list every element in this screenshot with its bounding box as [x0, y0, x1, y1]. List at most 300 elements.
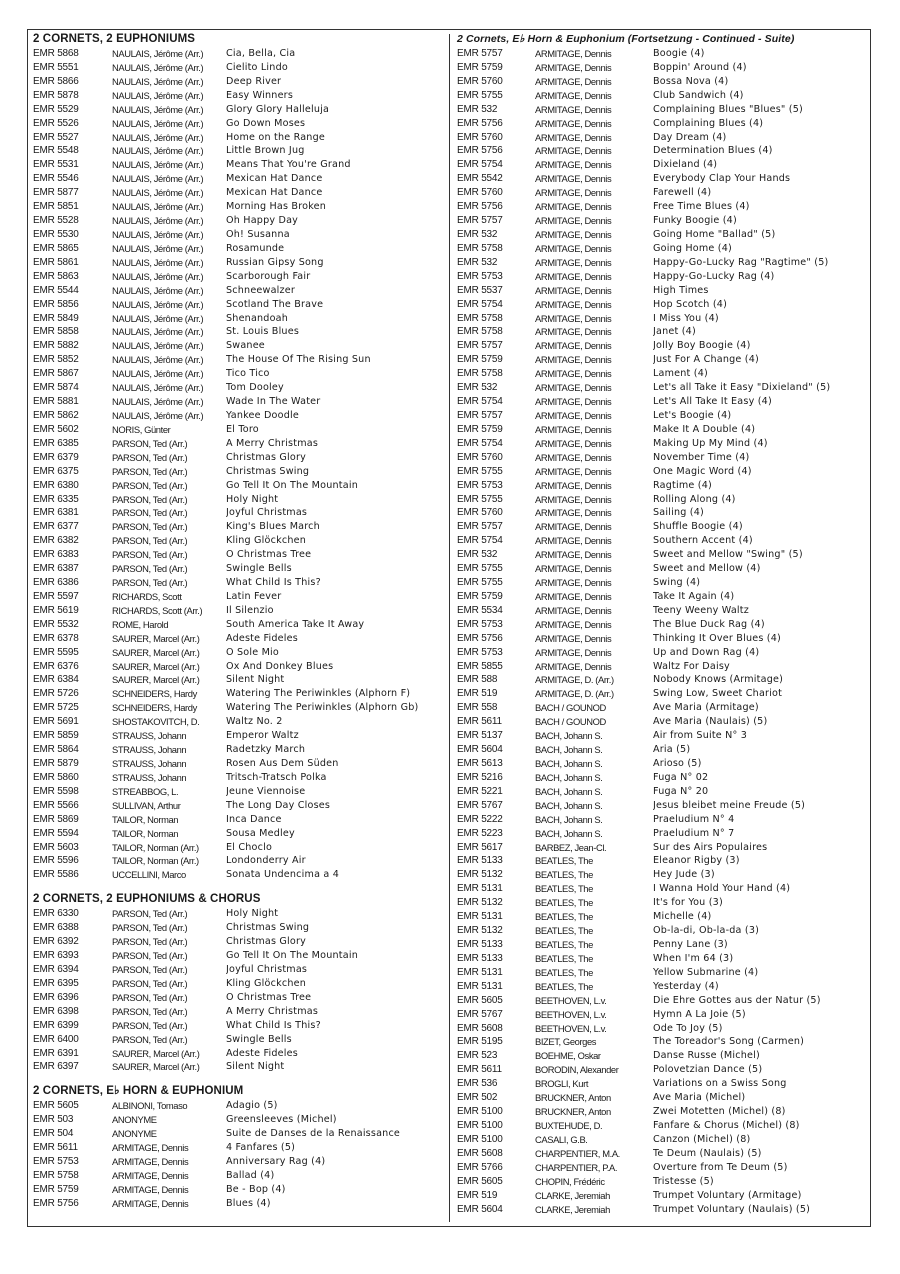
- work-title: Te Deum (Naulais) (5): [653, 1147, 762, 1159]
- composer: RICHARDS, Scott: [112, 590, 182, 602]
- catalog-row: [457, 827, 867, 841]
- composer: PARSON, Ted (Arr.): [112, 451, 188, 463]
- catalog-row: [457, 270, 867, 284]
- work-title: Swingle Bells: [226, 1033, 292, 1045]
- catalog-row: [457, 785, 867, 799]
- catalog-row: [33, 47, 445, 61]
- work-title: Go Tell It On The Mountain: [226, 479, 358, 491]
- catalog-row: [33, 506, 445, 520]
- composer: ARMITAGE, Dennis: [535, 131, 612, 143]
- work-title: Ave Maria (Armitage): [653, 702, 759, 714]
- catalog-number: EMR 5855: [457, 660, 503, 672]
- catalog-number: EMR 5860: [33, 771, 79, 783]
- work-title: Adagio (5): [226, 1100, 278, 1112]
- composer: BACH, Johann S.: [535, 785, 603, 797]
- composer: ARMITAGE, Dennis: [535, 256, 612, 268]
- catalog-number: EMR 5859: [33, 730, 79, 742]
- composer: ALBINONI, Tomaso: [112, 1100, 188, 1112]
- section-heading: 2 CORNETS, E♭ HORN & EUPHONIUM: [33, 1085, 244, 1098]
- work-title: Sailing (4): [653, 507, 704, 519]
- catalog-number: EMR 5598: [33, 785, 79, 797]
- composer: BEATLES, The: [535, 869, 593, 881]
- work-title: Thinking It Over Blues (4): [653, 632, 781, 644]
- catalog-row: [33, 715, 445, 729]
- composer: BEATLES, The: [535, 952, 593, 964]
- composer: ARMITAGE, Dennis: [535, 173, 612, 185]
- catalog-row: [33, 921, 445, 935]
- catalog-row: [457, 1049, 867, 1063]
- catalog-number: EMR 5759: [457, 423, 503, 435]
- catalog-row: [33, 312, 445, 326]
- composer: PARSON, Ted (Arr.): [112, 437, 188, 449]
- composer: NAULAIS, Jérôme (Arr.): [112, 354, 204, 366]
- work-title: Going Home (4): [653, 242, 732, 254]
- work-title: Die Ehre Gottes aus der Natur (5): [653, 994, 821, 1006]
- work-title: Free Time Blues (4): [653, 201, 750, 213]
- catalog-row: [457, 325, 867, 339]
- composer: ARMITAGE, Dennis: [535, 549, 612, 561]
- catalog-number: EMR 5726: [33, 688, 79, 700]
- work-title: November Time (4): [653, 451, 750, 463]
- work-title: Sonata Undencima a 4: [226, 869, 340, 881]
- work-title: Trumpet Voluntary (Naulais) (5): [653, 1203, 811, 1215]
- catalog-row: [457, 339, 867, 353]
- composer: NORIS, Günter: [112, 423, 171, 435]
- composer: ARMITAGE, Dennis: [535, 618, 612, 630]
- work-title: Ave Maria (Michel): [653, 1092, 746, 1104]
- work-title: Yesterday (4): [653, 980, 719, 992]
- catalog-row: [457, 952, 867, 966]
- catalog-row: [33, 172, 445, 186]
- work-title: O Christmas Tree: [226, 991, 312, 1003]
- right-column: [457, 32, 867, 1216]
- catalog-row: [33, 868, 445, 882]
- work-title: Ballad (4): [226, 1169, 275, 1181]
- work-title: Let's Boogie (4): [653, 409, 732, 421]
- catalog-row: [33, 409, 445, 423]
- catalog-number: EMR 5759: [457, 61, 503, 73]
- catalog-row: [457, 1133, 867, 1147]
- composer: BRUCKNER, Anton: [535, 1092, 611, 1104]
- catalog-row: [457, 632, 867, 646]
- work-title: Adeste Fideles: [226, 632, 298, 644]
- catalog-number: EMR 5100: [457, 1106, 503, 1118]
- catalog-number: EMR 5132: [457, 925, 503, 937]
- catalog-row: [457, 381, 867, 395]
- catalog-number: EMR 5869: [33, 813, 79, 825]
- catalog-number: EMR 5619: [33, 604, 79, 616]
- work-title: Yankee Doodle: [226, 409, 299, 421]
- composer: BRUCKNER, Anton: [535, 1106, 611, 1118]
- composer: PARSON, Ted (Arr.): [112, 521, 188, 533]
- catalog-row: [33, 562, 445, 576]
- catalog-row: [457, 729, 867, 743]
- catalog-row: [33, 256, 445, 270]
- composer: NAULAIS, Jérôme (Arr.): [112, 61, 204, 73]
- catalog-row: [457, 1161, 867, 1175]
- catalog-row: [33, 1141, 445, 1155]
- catalog-row: [33, 367, 445, 381]
- work-title: Happy-Go-Lucky Rag (4): [653, 270, 775, 282]
- work-title: Everybody Clap Your Hands: [653, 173, 791, 185]
- catalog-number: EMR 6396: [33, 991, 79, 1003]
- catalog-number: EMR 5100: [457, 1133, 503, 1145]
- catalog-number: EMR 5756: [457, 201, 503, 213]
- catalog-number: EMR 5548: [33, 145, 79, 157]
- catalog-number: EMR 5756: [457, 117, 503, 129]
- catalog-row: [33, 493, 445, 507]
- catalog-row: [33, 1183, 445, 1197]
- catalog-number: EMR 532: [457, 549, 498, 561]
- catalog-row: [33, 660, 445, 674]
- catalog-number: EMR 5757: [457, 340, 503, 352]
- catalog-number: EMR 5216: [457, 771, 503, 783]
- catalog-row: [33, 576, 445, 590]
- catalog-number: EMR 5544: [33, 284, 79, 296]
- catalog-number: EMR 5861: [33, 256, 79, 268]
- catalog-row: [457, 158, 867, 172]
- catalog-row: [33, 200, 445, 214]
- section-heading: 2 CORNETS, 2 EUPHONIUMS: [33, 33, 196, 45]
- work-title: Funky Boogie (4): [653, 215, 737, 227]
- catalog-row: [457, 604, 867, 618]
- composer: PARSON, Ted (Arr.): [112, 964, 188, 975]
- composer: SAURER, Marcel (Arr.): [112, 660, 200, 672]
- catalog-row: [457, 813, 867, 827]
- catalog-row: [33, 701, 445, 715]
- catalog-number: EMR 5767: [457, 799, 503, 811]
- composer: ARMITAGE, Dennis: [535, 242, 612, 254]
- work-title: Jeune Viennoise: [226, 785, 306, 797]
- work-title: Trumpet Voluntary (Armitage): [653, 1189, 802, 1201]
- catalog-row: [33, 673, 445, 687]
- work-title: Eleanor Rigby (3): [653, 855, 740, 867]
- composer: PARSON, Ted (Arr.): [112, 563, 188, 575]
- catalog-row: [33, 646, 445, 660]
- catalog-row: [33, 284, 445, 298]
- composer: BEATLES, The: [535, 855, 593, 867]
- catalog-number: EMR 5100: [457, 1119, 503, 1131]
- catalog-row: [33, 534, 445, 548]
- work-title: Kling Glöckchen: [226, 535, 306, 547]
- composer: NAULAIS, Jérôme (Arr.): [112, 131, 204, 143]
- composer: SCHNEIDERS, Hardy: [112, 688, 197, 700]
- catalog-number: EMR 5611: [33, 1142, 78, 1154]
- catalog-row: [33, 841, 445, 855]
- catalog-number: EMR 6330: [33, 908, 79, 920]
- catalog-row: [33, 270, 445, 284]
- catalog-number: EMR 6393: [33, 950, 79, 962]
- catalog-row: [33, 813, 445, 827]
- composer: BEETHOVEN, L.v.: [535, 1022, 607, 1034]
- composer: BACH, Johann S.: [535, 758, 603, 770]
- catalog-number: EMR 588: [457, 674, 498, 686]
- work-title: Be - Bop (4): [226, 1183, 286, 1195]
- left-column: [33, 32, 445, 1211]
- catalog-number: EMR 6400: [33, 1033, 79, 1045]
- work-title: Complaining Blues (4): [653, 117, 764, 129]
- catalog-row: [33, 729, 445, 743]
- work-title: Silent Night: [226, 674, 285, 686]
- composer: ARMITAGE, Dennis: [535, 201, 612, 213]
- catalog-row: [457, 771, 867, 785]
- work-title: Deep River: [226, 75, 282, 87]
- work-title: A Merry Christmas: [226, 1005, 319, 1017]
- catalog-row: [457, 548, 867, 562]
- catalog-row: [457, 1091, 867, 1105]
- catalog-row: [457, 284, 867, 298]
- catalog-number: EMR 5131: [457, 966, 503, 978]
- catalog-number: EMR 5755: [457, 577, 503, 589]
- catalog-number: EMR 6386: [33, 577, 79, 589]
- catalog-row: [457, 228, 867, 242]
- catalog-row: [457, 353, 867, 367]
- catalog-row: [33, 590, 445, 604]
- catalog-row: [33, 186, 445, 200]
- catalog-number: EMR 5755: [457, 89, 503, 101]
- catalog-number: EMR 5133: [457, 855, 503, 867]
- catalog-row: [457, 437, 867, 451]
- catalog-number: EMR 5858: [33, 326, 79, 338]
- catalog-row: [33, 228, 445, 242]
- composer: STRAUSS, Johann: [112, 730, 187, 742]
- work-title: Latin Fever: [226, 590, 282, 602]
- work-title: The Blue Duck Rag (4): [653, 618, 765, 630]
- catalog-number: EMR 5605: [457, 1175, 503, 1187]
- catalog-row: [33, 632, 445, 646]
- composer: BACH, Johann S.: [535, 744, 603, 756]
- catalog-number: EMR 519: [457, 688, 498, 700]
- catalog-number: EMR 558: [457, 702, 498, 714]
- composer: PARSON, Ted (Arr.): [112, 493, 188, 505]
- catalog-number: EMR 5613: [457, 758, 503, 770]
- catalog-row: [33, 451, 445, 465]
- catalog-row: [457, 562, 867, 576]
- catalog-number: EMR 5862: [33, 409, 79, 421]
- catalog-row: [457, 1022, 867, 1036]
- catalog-row: [33, 618, 445, 632]
- work-title: Penny Lane (3): [653, 939, 728, 950]
- work-title: It's for You (3): [653, 897, 723, 909]
- catalog-row: [457, 144, 867, 158]
- work-title: Bossa Nova (4): [653, 75, 729, 87]
- work-title: The House Of The Rising Sun: [226, 354, 371, 366]
- catalog-number: EMR 5611: [457, 716, 502, 728]
- catalog-number: EMR 6391: [33, 1047, 79, 1059]
- composer: TAILOR, Norman: [112, 827, 179, 839]
- catalog-row: [457, 938, 867, 952]
- work-title: Emperor Waltz: [226, 730, 299, 742]
- catalog-number: EMR 6335: [33, 493, 79, 505]
- catalog-row: [457, 465, 867, 479]
- catalog-number: EMR 6381: [33, 507, 79, 519]
- catalog-number: EMR 5882: [33, 340, 79, 352]
- composer: ARMITAGE, Dennis: [112, 1142, 189, 1154]
- work-title: One Magic Word (4): [653, 465, 752, 477]
- work-title: Suite de Danses de la Renaissance: [226, 1128, 401, 1140]
- composer: ARMITAGE, Dennis: [535, 89, 612, 101]
- catalog-row: [33, 687, 445, 701]
- composer: ARMITAGE, Dennis: [535, 577, 612, 589]
- catalog-number: EMR 5866: [33, 75, 79, 87]
- work-title: Fanfare & Chorus (Michel) (8): [653, 1119, 800, 1131]
- catalog-number: EMR 5759: [457, 590, 503, 602]
- catalog-number: EMR 6377: [33, 521, 79, 533]
- catalog-row: [33, 1099, 445, 1113]
- catalog-row: [457, 576, 867, 590]
- catalog-row: [457, 367, 867, 381]
- catalog-number: EMR 5757: [457, 521, 503, 533]
- composer: ARMITAGE, Dennis: [535, 535, 612, 547]
- work-title: Christmas Glory: [226, 451, 307, 463]
- catalog-row: [33, 465, 445, 479]
- catalog-number: EMR 5526: [33, 117, 79, 129]
- catalog-row: [457, 980, 867, 994]
- catalog-number: EMR 5881: [33, 396, 79, 408]
- composer: NAULAIS, Jérôme (Arr.): [112, 103, 204, 115]
- catalog-row: [457, 256, 867, 270]
- catalog-number: EMR 5530: [33, 228, 79, 240]
- composer: ARMITAGE, Dennis: [535, 312, 612, 324]
- catalog-number: EMR 5137: [457, 730, 503, 742]
- catalog-number: EMR 5758: [457, 368, 503, 380]
- catalog-row: [33, 907, 445, 921]
- catalog-row: [33, 1197, 445, 1211]
- catalog-row: [33, 325, 445, 339]
- catalog-row: [33, 1005, 445, 1019]
- catalog-row: [33, 1113, 445, 1127]
- catalog-row: [457, 1035, 867, 1049]
- work-title: Praeludium N° 4: [653, 813, 735, 825]
- catalog-row: [457, 200, 867, 214]
- composer: NAULAIS, Jérôme (Arr.): [112, 201, 204, 213]
- catalog-row: [457, 1119, 867, 1133]
- composer: NAULAIS, Jérôme (Arr.): [112, 256, 204, 268]
- catalog-row: [457, 715, 867, 729]
- catalog-number: EMR 5754: [457, 535, 503, 547]
- work-title: Southern Accent (4): [653, 535, 753, 547]
- catalog-number: EMR 5760: [457, 75, 503, 87]
- catalog-number: EMR 6388: [33, 922, 79, 934]
- composer: BACH, Johann S.: [535, 730, 603, 742]
- composer: PARSON, Ted (Arr.): [112, 1019, 188, 1031]
- composer: BACH / GOUNOD: [535, 716, 606, 728]
- work-title: Holy Night: [226, 908, 279, 920]
- work-title: Michelle (4): [653, 911, 712, 923]
- catalog-row: [33, 1060, 445, 1074]
- catalog-number: EMR 5195: [457, 1036, 503, 1048]
- composer: NAULAIS, Jérôme (Arr.): [112, 75, 204, 87]
- composer: ARMITAGE, Dennis: [535, 117, 612, 129]
- composer: NAULAIS, Jérôme (Arr.): [112, 242, 204, 254]
- work-title: Rosen Aus Dem Süden: [226, 758, 339, 770]
- catalog-row: [33, 131, 445, 145]
- catalog-number: EMR 6380: [33, 479, 79, 491]
- work-title: Russian Gipsy Song: [226, 256, 324, 268]
- composer: SAURER, Marcel (Arr.): [112, 1061, 200, 1073]
- work-title: Kling Glöckchen: [226, 977, 306, 989]
- work-title: Nobody Knows (Armitage): [653, 674, 784, 686]
- composer: BEETHOVEN, L.v.: [535, 994, 607, 1006]
- composer: NAULAIS, Jérôme (Arr.): [112, 187, 204, 199]
- catalog-number: EMR 5757: [457, 215, 503, 227]
- work-title: Sur des Airs Populaires: [653, 841, 768, 853]
- composer: ARMITAGE, Dennis: [535, 437, 612, 449]
- catalog-number: EMR 5605: [457, 994, 503, 1006]
- composer: NAULAIS, Jérôme (Arr.): [112, 270, 204, 282]
- work-title: Up and Down Rag (4): [653, 646, 760, 658]
- composer: ARMITAGE, Dennis: [535, 61, 612, 73]
- catalog-number: EMR 5878: [33, 89, 79, 101]
- work-title: Adeste Fideles: [226, 1047, 298, 1059]
- catalog-number: EMR 5863: [33, 270, 79, 282]
- work-title: Blues (4): [226, 1197, 271, 1209]
- composer: BEATLES, The: [535, 980, 593, 992]
- catalog-number: EMR 6378: [33, 632, 79, 644]
- catalog-number: EMR 5542: [457, 173, 503, 185]
- catalog-row: [457, 214, 867, 228]
- catalog-number: EMR 5133: [457, 952, 503, 964]
- work-title: The Long Day Closes: [226, 799, 331, 811]
- composer: ARMITAGE, Dennis: [535, 270, 612, 282]
- catalog-number: EMR 5758: [457, 312, 503, 324]
- work-title: Inca Dance: [226, 813, 282, 825]
- catalog-number: EMR 5528: [33, 215, 79, 227]
- composer: PARSON, Ted (Arr.): [112, 465, 188, 477]
- work-title: Holy Night: [226, 493, 279, 505]
- catalog-row: [457, 757, 867, 771]
- catalog-row: [33, 423, 445, 437]
- catalog-number: EMR 5760: [457, 507, 503, 519]
- catalog-row: [457, 841, 867, 855]
- catalog-number: EMR 523: [457, 1050, 498, 1062]
- composer: BORODIN, Alexander: [535, 1064, 619, 1076]
- catalog-row: [457, 312, 867, 326]
- work-title: Danse Russe (Michel): [653, 1050, 760, 1062]
- composer: NAULAIS, Jérôme (Arr.): [112, 117, 204, 129]
- work-title: Air from Suite N° 3: [653, 730, 748, 742]
- catalog-number: EMR 5602: [33, 423, 79, 435]
- catalog-row: [33, 799, 445, 813]
- catalog-number: EMR 5222: [457, 813, 503, 825]
- catalog-number: EMR 5223: [457, 827, 503, 839]
- catalog-row: [457, 451, 867, 465]
- work-title: Ox And Donkey Blues: [226, 660, 334, 672]
- work-title: Oh! Susanna: [226, 228, 290, 240]
- catalog-row: [457, 854, 867, 868]
- composer: NAULAIS, Jérôme (Arr.): [112, 326, 204, 338]
- catalog-number: EMR 5849: [33, 312, 79, 324]
- catalog-row: [33, 548, 445, 562]
- composer: PARSON, Ted (Arr.): [112, 922, 188, 934]
- work-title: Variations on a Swiss Song: [653, 1078, 787, 1090]
- catalog-number: EMR 5596: [33, 855, 79, 867]
- composer: STRAUSS, Johann: [112, 771, 187, 783]
- work-title: Aria (5): [653, 744, 691, 756]
- work-title: Christmas Glory: [226, 936, 307, 948]
- composer: ARMITAGE, Dennis: [535, 660, 612, 672]
- catalog-row: [457, 743, 867, 757]
- composer: NAULAIS, Jérôme (Arr.): [112, 312, 204, 324]
- work-title: Ave Maria (Naulais) (5): [653, 716, 768, 728]
- catalog-number: EMR 6379: [33, 451, 79, 463]
- catalog-number: EMR 5756: [33, 1197, 79, 1209]
- catalog-row: [457, 896, 867, 910]
- work-title: Cia, Bella, Cia: [226, 48, 296, 59]
- section-heading: 2 CORNETS, 2 EUPHONIUMS & CHORUS: [33, 893, 261, 906]
- catalog-row: [457, 910, 867, 924]
- work-title: Boogie (4): [653, 48, 705, 59]
